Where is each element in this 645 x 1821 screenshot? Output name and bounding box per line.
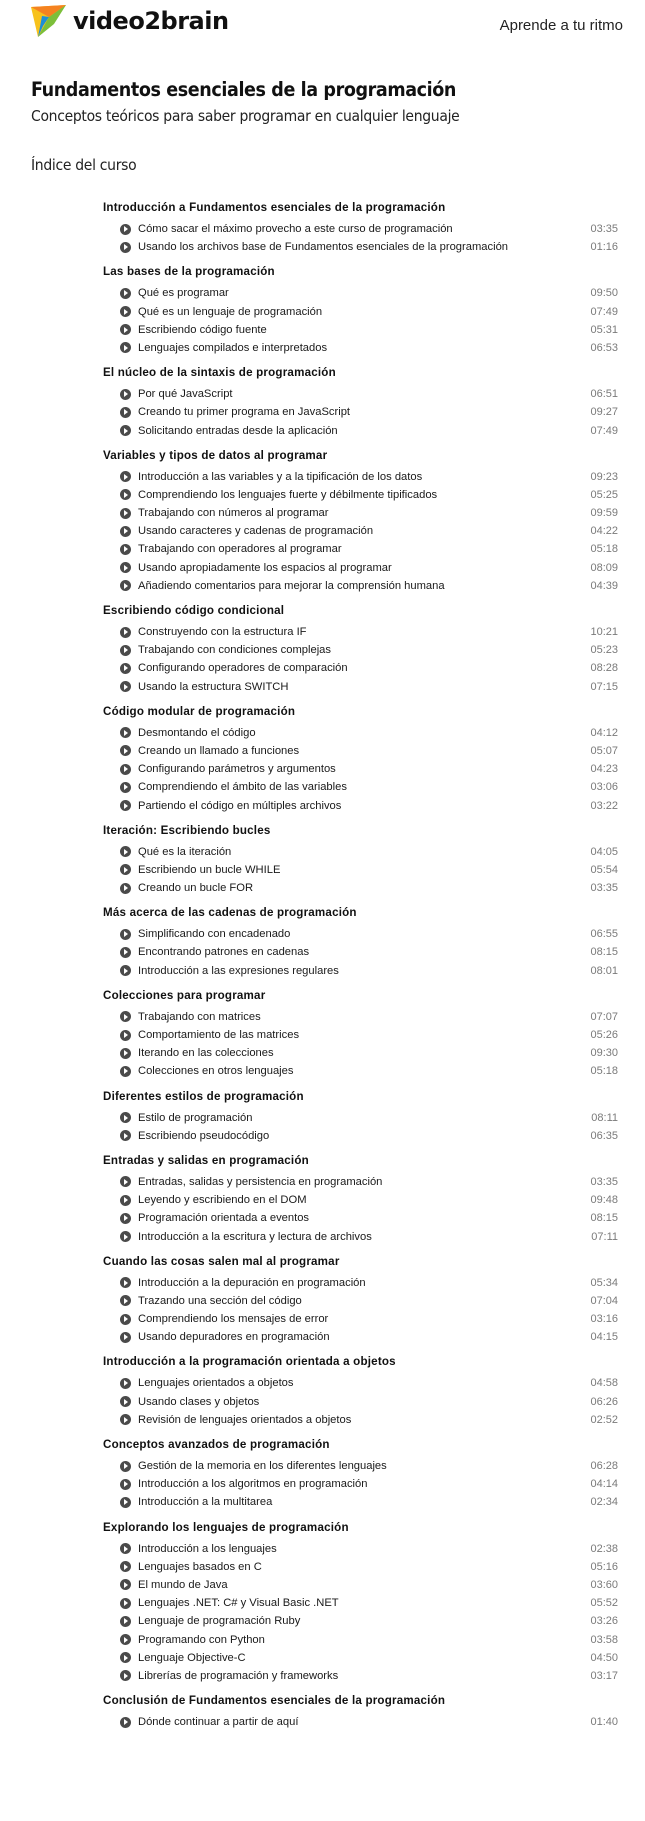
lesson-title[interactable]: Leyendo y escribiendo en el DOM	[138, 1194, 307, 1207]
lesson-item[interactable]	[103, 1576, 618, 1594]
chapter-title: Conceptos avanzados de programación	[103, 1438, 330, 1451]
chapter	[103, 602, 618, 696]
lesson-duration: 06:53	[590, 341, 618, 354]
lesson-item[interactable]	[103, 742, 618, 760]
lesson-duration: 03:17	[590, 1669, 618, 1682]
lesson-item[interactable]	[103, 724, 618, 742]
lesson-title[interactable]: Lenguaje de programación Ruby	[138, 1615, 301, 1628]
course-index	[103, 199, 618, 1738]
chapter-title: Diferentes estilos de programación	[103, 1089, 304, 1103]
play-icon[interactable]	[120, 846, 131, 857]
lesson-duration: 05:31	[590, 323, 618, 336]
lesson-title[interactable]: Escribiendo código fuente	[138, 323, 267, 336]
course-subtitle: Conceptos teóricos para saber programar en cualquier lenguaje	[31, 107, 460, 125]
lesson-title[interactable]: Usando los archivos base de Fundamentos esenciales de la programación	[138, 241, 509, 254]
chapter-title: Iteración: Escribiendo bucles	[103, 823, 271, 837]
lesson-duration: 03:35	[590, 1175, 618, 1188]
lesson-item[interactable]	[103, 1026, 618, 1044]
lesson-title[interactable]: Revisión de lenguajes orientados a objetos	[138, 1413, 352, 1426]
lesson-title[interactable]: Lenguaje Objective-C	[138, 1651, 246, 1664]
lesson-duration: 03:58	[590, 1633, 618, 1646]
play-icon[interactable]	[120, 1396, 131, 1407]
play-icon[interactable]	[120, 224, 131, 235]
lesson-item[interactable]	[103, 238, 618, 256]
lesson-item[interactable]	[103, 486, 618, 504]
lesson-title[interactable]: Programando con Python	[138, 1633, 265, 1646]
tagline: Aprende a tu ritmo	[499, 17, 623, 34]
lesson-item[interactable]	[103, 403, 618, 421]
lesson-duration: 06:26	[590, 1395, 618, 1408]
lesson-duration: 04:12	[590, 726, 618, 739]
brand-name: video2brain	[73, 7, 229, 35]
play-icon[interactable]	[120, 1277, 131, 1288]
lesson-item[interactable]	[103, 1411, 618, 1429]
chapter-title: El núcleo de la sintaxis de programación	[103, 366, 336, 380]
play-icon[interactable]	[120, 471, 131, 482]
lesson-duration: 08:15	[590, 1212, 618, 1225]
lesson-duration: 02:38	[590, 1542, 618, 1555]
lesson-duration: 05:18	[590, 543, 618, 556]
lesson-duration: 05:16	[590, 1560, 618, 1573]
play-icon[interactable]	[120, 562, 131, 573]
play-icon[interactable]	[120, 526, 131, 537]
lesson-item[interactable]	[103, 504, 618, 522]
chapter-title: Las bases de la programación	[103, 265, 275, 279]
play-icon[interactable]	[120, 1066, 131, 1077]
play-icon[interactable]	[120, 965, 131, 976]
lesson-title[interactable]: Trabajando con operadores al programar	[138, 543, 342, 556]
lesson-duration: 10:21	[590, 626, 618, 638]
chapter	[103, 1088, 618, 1145]
lesson-title[interactable]: Colecciones en otros lenguajes	[138, 1065, 294, 1078]
chapter	[103, 703, 618, 815]
play-icon[interactable]	[120, 242, 131, 253]
lesson-item[interactable]	[103, 1062, 618, 1080]
play-icon[interactable]	[120, 681, 131, 692]
play-icon[interactable]	[120, 764, 131, 775]
lesson-item[interactable]	[103, 540, 618, 558]
lesson-duration: 01:40	[590, 1716, 618, 1729]
lesson-duration: 04:39	[590, 579, 618, 592]
lesson-title[interactable]: Partiendo el código en múltiples archivos	[138, 799, 342, 812]
play-icon[interactable]	[120, 425, 131, 436]
lesson-title[interactable]: Añadiendo comentarios para mejorar la comprensión humana	[138, 579, 445, 592]
lesson-duration: 06:35	[590, 1129, 618, 1142]
chapter	[103, 822, 618, 898]
lesson-item[interactable]	[103, 1493, 618, 1511]
chapter-title: Conclusión de Fundamentos esenciales de la programación	[103, 1694, 446, 1708]
lesson-duration: 07:04	[590, 1294, 618, 1307]
lesson-duration: 05:23	[590, 644, 618, 657]
play-icon[interactable]	[120, 929, 131, 940]
chapter-title: Entradas y salidas en programación	[103, 1153, 309, 1167]
lesson-duration: 08:09	[590, 561, 618, 574]
lesson-item[interactable]	[103, 1274, 618, 1292]
lesson-item[interactable]	[103, 879, 618, 897]
play-icon[interactable]	[120, 1461, 131, 1472]
play-icon[interactable]	[120, 1579, 131, 1590]
play-icon[interactable]	[120, 1670, 131, 1681]
chapter	[103, 1152, 618, 1246]
lesson-item[interactable]	[103, 1457, 618, 1475]
lesson-duration: 05:25	[590, 488, 618, 501]
lesson-title[interactable]: Usando depuradores en programación	[138, 1331, 330, 1344]
lesson-title[interactable]: Escribiendo un bucle WHILE	[138, 863, 281, 876]
lesson-item[interactable]	[103, 1713, 618, 1731]
lesson-item[interactable]	[103, 1540, 618, 1558]
lesson-title[interactable]: Trabajando con matrices	[138, 1010, 261, 1023]
play-icon[interactable]	[120, 1011, 131, 1022]
play-icon[interactable]	[120, 883, 131, 894]
lesson-title[interactable]: Iterando en las colecciones	[138, 1047, 274, 1060]
lesson-title[interactable]: Creando un bucle FOR	[138, 882, 254, 895]
lesson-duration: 09:27	[590, 406, 618, 419]
lesson-item[interactable]	[103, 1667, 618, 1685]
lesson-item[interactable]	[103, 1173, 618, 1191]
play-icon[interactable]	[120, 745, 131, 756]
chapter	[103, 904, 618, 980]
lesson-duration: 06:28	[590, 1460, 618, 1472]
lesson-title[interactable]: Trazando una sección del código	[138, 1294, 302, 1307]
play-icon[interactable]	[120, 1479, 131, 1490]
lesson-item[interactable]	[103, 1328, 618, 1346]
chapter-title: Código modular de programación	[103, 704, 296, 718]
play-icon[interactable]	[120, 1561, 131, 1572]
play-icon[interactable]	[120, 1295, 131, 1306]
lesson-item[interactable]	[103, 1393, 618, 1411]
lesson-item[interactable]	[103, 468, 618, 486]
lesson-item[interactable]	[103, 1209, 618, 1227]
lesson-duration: 05:26	[590, 1029, 618, 1041]
play-icon[interactable]	[120, 389, 131, 400]
lesson-title[interactable]: Construyendo con la estructura IF	[138, 626, 307, 638]
lesson-title[interactable]: Introducción a la depuración en programación	[138, 1276, 366, 1289]
lesson-duration: 05:34	[590, 1276, 618, 1289]
lesson-duration: 01:16	[590, 241, 618, 254]
lesson-item[interactable]	[103, 1649, 618, 1667]
lesson-title[interactable]: Introducción a los algoritmos en programación	[138, 1478, 368, 1491]
chapter-title: Cuando las cosas salen mal al programar	[103, 1254, 340, 1268]
lesson-item[interactable]	[103, 659, 618, 677]
lesson-item[interactable]	[103, 1558, 618, 1576]
lesson-item[interactable]	[103, 522, 618, 540]
play-icon[interactable]	[120, 800, 131, 811]
chapter	[103, 199, 618, 256]
lesson-title[interactable]: Encontrando patrones en cadenas	[138, 946, 310, 959]
lesson-item[interactable]	[103, 1109, 618, 1127]
lesson-duration: 04:50	[590, 1651, 618, 1664]
lesson-duration: 07:49	[590, 305, 618, 318]
play-icon[interactable]	[120, 1717, 131, 1728]
lesson-title[interactable]: Lenguajes orientados a objetos	[138, 1377, 294, 1390]
lesson-item[interactable]	[103, 1228, 618, 1246]
lesson-title[interactable]: Introducción a la escritura y lectura de archivos	[138, 1230, 372, 1243]
lesson-title[interactable]: Introducción a las expresiones regulares	[138, 964, 339, 977]
lesson-item[interactable]	[103, 1374, 618, 1392]
play-icon[interactable]	[120, 1314, 131, 1325]
chapter-title: Variables y tipos de datos al programar	[103, 448, 328, 462]
lesson-title[interactable]: Programación orientada a eventos	[138, 1212, 310, 1225]
play-icon[interactable]	[120, 580, 131, 591]
lesson-title[interactable]: Lenguajes basados en C	[138, 1560, 262, 1573]
chapter	[103, 987, 618, 1081]
play-icon[interactable]	[120, 1598, 131, 1609]
lesson-title[interactable]: Qué es un lenguaje de programación	[138, 305, 323, 318]
lesson-title[interactable]: Usando caracteres y cadenas de programación	[138, 525, 374, 538]
lesson-duration: 03:35	[590, 882, 618, 895]
lesson-title[interactable]: Entradas, salidas y persistencia en programación	[138, 1175, 383, 1188]
chapter	[103, 364, 618, 440]
site-header	[0, 0, 645, 52]
lesson-title[interactable]: Desmontando el código	[138, 726, 256, 739]
lesson-title[interactable]: Escribiendo pseudocódigo	[138, 1129, 270, 1142]
lesson-duration: 05:07	[590, 744, 618, 757]
play-icon[interactable]	[120, 1414, 131, 1425]
play-icon[interactable]	[120, 1231, 131, 1242]
lesson-item[interactable]	[103, 577, 618, 595]
lesson-title[interactable]: Introducción a las variables y a la tipificación de los datos	[138, 470, 423, 483]
lesson-item[interactable]	[103, 1631, 618, 1649]
lesson-title[interactable]: Por qué JavaScript	[138, 388, 233, 401]
lesson-item[interactable]	[103, 1008, 618, 1026]
lesson-title[interactable]: Trabajando con condiciones complejas	[138, 644, 331, 657]
lesson-item[interactable]	[103, 623, 618, 641]
lesson-duration: 03:16	[590, 1313, 618, 1326]
lesson-item[interactable]	[103, 641, 618, 659]
lesson-item[interactable]	[103, 943, 618, 961]
lesson-item[interactable]	[103, 843, 618, 861]
play-icon[interactable]	[120, 544, 131, 555]
lesson-duration: 04:15	[590, 1331, 618, 1344]
lesson-duration: 03:26	[590, 1615, 618, 1628]
play-icon[interactable]	[120, 864, 131, 875]
play-icon[interactable]	[120, 489, 131, 500]
lesson-title[interactable]: Comprendiendo el ámbito de las variables	[138, 781, 347, 794]
lesson-title[interactable]: Solicitando entradas desde la aplicación	[138, 424, 338, 437]
lesson-title[interactable]: Usando apropiadamente los espacios al programar	[138, 561, 392, 574]
lesson-duration: 08:28	[590, 662, 618, 675]
lesson-title[interactable]: Configurando operadores de comparación	[138, 662, 348, 675]
play-icon[interactable]	[120, 782, 131, 793]
course-index-heading: Índice del curso	[31, 156, 137, 174]
lesson-duration: 07:15	[590, 680, 618, 693]
lesson-item[interactable]	[103, 778, 618, 796]
play-icon[interactable]	[120, 1652, 131, 1663]
lesson-title[interactable]: Introducción a los lenguajes	[138, 1542, 277, 1555]
chapter	[103, 1519, 618, 1686]
play-icon[interactable]	[120, 645, 131, 656]
lesson-title[interactable]: Comportamiento de las matrices	[138, 1029, 300, 1041]
lesson-item[interactable]	[103, 220, 618, 238]
play-icon[interactable]	[120, 508, 131, 519]
play-icon[interactable]	[120, 947, 131, 958]
lesson-item[interactable]	[103, 339, 618, 357]
chapter-title: Más acerca de las cadenas de programación	[103, 906, 357, 920]
lesson-item[interactable]	[103, 559, 618, 577]
lesson-duration: 09:30	[590, 1047, 618, 1060]
lesson-item[interactable]	[103, 760, 618, 778]
lesson-duration: 09:59	[590, 507, 618, 520]
lesson-duration: 05:52	[590, 1597, 618, 1610]
chapter	[103, 1353, 618, 1429]
play-icon[interactable]	[120, 1378, 131, 1389]
lesson-duration: 03:22	[590, 799, 618, 812]
play-icon[interactable]	[120, 727, 131, 738]
play-icon[interactable]	[120, 306, 131, 317]
lesson-item[interactable]	[103, 1612, 618, 1630]
lesson-item[interactable]	[103, 303, 618, 321]
lesson-duration: 05:18	[590, 1065, 618, 1078]
lesson-duration: 04:58	[590, 1377, 618, 1390]
play-icon[interactable]	[120, 342, 131, 353]
play-icon[interactable]	[120, 1616, 131, 1627]
lesson-duration: 08:15	[590, 946, 618, 959]
play-icon[interactable]	[120, 324, 131, 335]
lesson-duration: 08:01	[590, 964, 618, 977]
lesson-title[interactable]: Estilo de programación	[138, 1111, 253, 1124]
lesson-title[interactable]: Creando un llamado a funciones	[138, 744, 300, 757]
lesson-item[interactable]	[103, 925, 618, 943]
lesson-duration: 09:50	[590, 287, 618, 300]
lesson-duration: 03:06	[590, 781, 618, 794]
play-icon[interactable]	[120, 1195, 131, 1206]
lesson-duration: 07:49	[590, 424, 618, 437]
lesson-duration: 03:35	[590, 223, 618, 235]
lesson-item[interactable]	[103, 1475, 618, 1493]
chapter	[103, 447, 618, 595]
lesson-duration: 09:48	[590, 1194, 618, 1207]
lesson-item[interactable]	[103, 1292, 618, 1310]
play-icon[interactable]	[120, 1332, 131, 1343]
course-title: Fundamentos esenciales de la programación	[31, 78, 456, 101]
lesson-title[interactable]: Simplificando con encadenado	[138, 928, 291, 941]
lesson-duration: 03:60	[590, 1578, 618, 1591]
lesson-duration: 07:07	[590, 1010, 618, 1023]
lesson-title[interactable]: Usando clases y objetos	[138, 1395, 260, 1408]
lesson-duration: 05:54	[590, 863, 618, 876]
lesson-item[interactable]	[103, 422, 618, 440]
logo[interactable]	[30, 4, 229, 38]
lesson-item[interactable]	[103, 1594, 618, 1612]
lesson-title[interactable]: Configurando parámetros y argumentos	[138, 763, 336, 776]
lesson-duration: 06:55	[590, 928, 618, 941]
lesson-title[interactable]: Gestión de la memoria en los diferentes lenguajes	[138, 1460, 387, 1472]
lesson-item[interactable]	[103, 797, 618, 815]
play-icon[interactable]	[120, 407, 131, 418]
play-icon[interactable]	[120, 1112, 131, 1123]
chapter-title: Escribiendo código condicional	[103, 604, 285, 617]
chapter-title: Colecciones para programar	[103, 988, 266, 1002]
lesson-item[interactable]	[103, 861, 618, 879]
lesson-title[interactable]: Qué es la iteración	[138, 845, 232, 858]
lesson-duration: 02:34	[590, 1496, 618, 1509]
chapter-title: Introducción a Fundamentos esenciales de la programación	[103, 201, 446, 214]
play-icon[interactable]	[120, 1130, 131, 1141]
lesson-duration: 04:14	[590, 1478, 618, 1491]
lesson-duration: 06:51	[590, 388, 618, 401]
play-icon[interactable]	[120, 1497, 131, 1508]
lesson-title[interactable]: Comprendiendo los lenguajes fuerte y débilmente tipificados	[138, 488, 438, 501]
lesson-item[interactable]	[103, 321, 618, 339]
chapter	[103, 1436, 618, 1512]
lesson-title[interactable]: Creando tu primer programa en JavaScript	[138, 406, 351, 419]
play-icon[interactable]	[120, 1213, 131, 1224]
lesson-title[interactable]: Usando la estructura SWITCH	[138, 680, 289, 693]
lesson-title[interactable]: Comprendiendo los mensajes de error	[138, 1313, 329, 1326]
lesson-item[interactable]	[103, 962, 618, 980]
lesson-title[interactable]: Lenguajes compilados e interpretados	[138, 341, 328, 354]
play-icon[interactable]	[120, 627, 131, 638]
lesson-title[interactable]: Trabajando con números al programar	[138, 507, 329, 520]
lesson-title[interactable]: El mundo de Java	[138, 1578, 228, 1591]
lesson-duration: 04:22	[590, 525, 618, 538]
chapter	[103, 263, 618, 357]
play-icon[interactable]	[120, 1176, 131, 1187]
lesson-duration: 04:23	[590, 763, 618, 776]
play-icon[interactable]	[120, 1030, 131, 1041]
lesson-title[interactable]: Dónde continuar a partir de aquí	[138, 1716, 299, 1729]
play-icon[interactable]	[120, 1634, 131, 1645]
lesson-item[interactable]	[103, 385, 618, 403]
lesson-title[interactable]: Cómo sacar el máximo provecho a este curso de programación	[138, 223, 453, 235]
lesson-item[interactable]	[103, 678, 618, 696]
video2brain-logo-icon	[30, 4, 68, 38]
lesson-duration: 04:05	[590, 845, 618, 858]
lesson-item[interactable]	[103, 1310, 618, 1328]
lesson-title[interactable]: Lenguajes .NET: C# y Visual Basic .NET	[138, 1597, 339, 1610]
chapter	[103, 1692, 618, 1731]
lesson-item[interactable]	[103, 1044, 618, 1062]
play-icon[interactable]	[120, 1543, 131, 1554]
lesson-title[interactable]: Introducción a la multitarea	[138, 1496, 273, 1509]
lesson-title[interactable]: Librerías de programación y frameworks	[138, 1669, 339, 1682]
play-icon[interactable]	[120, 1048, 131, 1059]
lesson-duration: 02:52	[590, 1413, 618, 1426]
chapter	[103, 1253, 618, 1347]
lesson-title[interactable]: Qué es programar	[138, 287, 229, 300]
play-icon[interactable]	[120, 288, 131, 299]
lesson-item[interactable]	[103, 284, 618, 302]
chapter-title: Introducción a la programación orientada a objetos	[103, 1355, 396, 1369]
lesson-duration: 09:23	[590, 470, 618, 483]
lesson-duration: 07:11	[591, 1230, 618, 1243]
lesson-item[interactable]	[103, 1191, 618, 1209]
lesson-item[interactable]	[103, 1127, 618, 1145]
lesson-duration: 08:11	[591, 1111, 618, 1124]
play-icon[interactable]	[120, 663, 131, 674]
chapter-title: Explorando los lenguajes de programación	[103, 1520, 349, 1534]
